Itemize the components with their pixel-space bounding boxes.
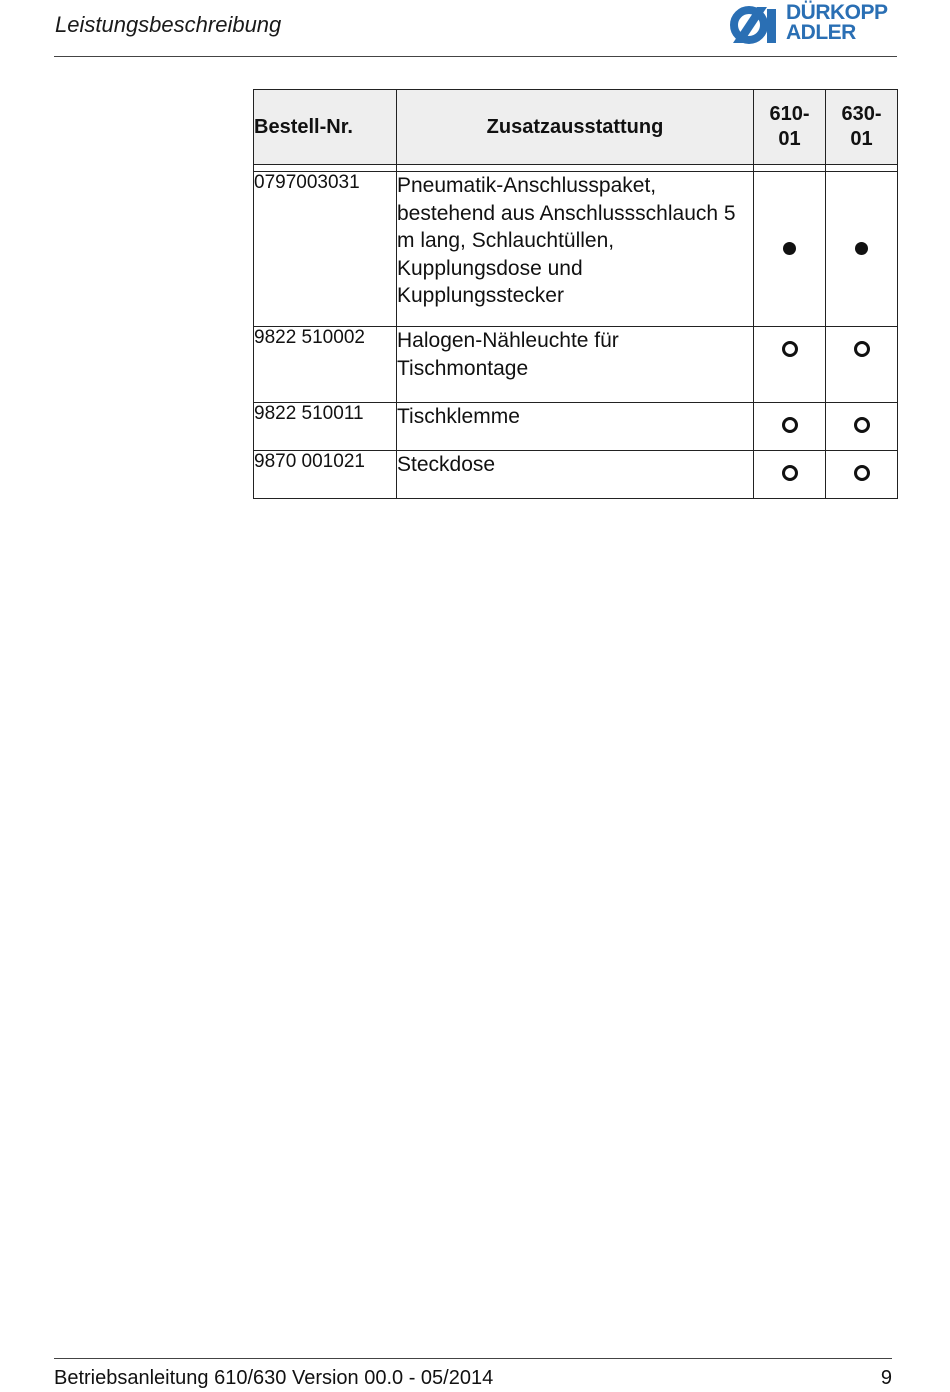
logo-line-2: ADLER [786,21,856,44]
table-header-row [254,90,898,165]
variant-630-cell [826,172,898,327]
header-order-no: Bestell-Nr. [254,90,397,165]
header-variant-610-line1: 610- [769,103,810,125]
variant-610-cell [754,327,826,403]
header-variant-630-line1: 630- [841,103,882,125]
variant-630-cell [826,451,898,499]
order-number: 9870 001021 [254,451,397,499]
variant-630-cell [826,403,898,451]
table-row [254,327,898,403]
variant-610-cell [754,172,826,327]
optional-circle-icon [782,341,798,357]
logo-line-1: DÜRKOPP [786,1,888,24]
optional-circle-icon [854,341,870,357]
order-number: 9822 510002 [254,327,397,403]
footer-document-info: Betriebsanleitung 610/630 Version 00.0 - 05/2014 [54,1367,494,1389]
page-number: 9 [880,1367,892,1389]
item-description: Tischklemme [397,403,754,451]
standard-dot-icon [783,242,796,255]
item-description: Pneumatik-Anschlusspaket, bestehend aus Anschlussschlauch 5 m lang, Schlauchtüllen, Kupplungsdose und Kupplungsstecker [397,172,754,327]
company-logo [729,3,899,47]
header-divider [54,56,897,57]
header-separator [254,165,898,172]
equipment-table [253,89,898,499]
header-variant-630-line2: 01 [850,128,873,150]
table-row [254,172,898,327]
logo-wordmark [786,3,888,43]
standard-dot-icon [855,242,868,255]
item-description: Halogen-Nähleuchte für Tischmontage [397,327,754,403]
table-row [254,451,898,499]
item-description: Steckdose [397,451,754,499]
section-title: Leistungsbeschreibung [55,12,282,37]
variant-610-cell [754,403,826,451]
variant-630-cell [826,327,898,403]
order-number: 9822 510011 [254,403,397,451]
optional-circle-icon [782,465,798,481]
optional-circle-icon [854,465,870,481]
variant-610-cell [754,451,826,499]
header-variant-610 [754,90,826,165]
header-variant-610-line2: 01 [778,128,801,150]
footer-divider [54,1358,892,1359]
header-description: Zusatzausstattung [397,90,754,165]
order-number: 0797003031 [254,172,397,327]
header-variant-630 [826,90,898,165]
optional-circle-icon [782,417,798,433]
table-row [254,403,898,451]
optional-circle-icon [854,417,870,433]
logo-mark-icon [729,5,779,45]
